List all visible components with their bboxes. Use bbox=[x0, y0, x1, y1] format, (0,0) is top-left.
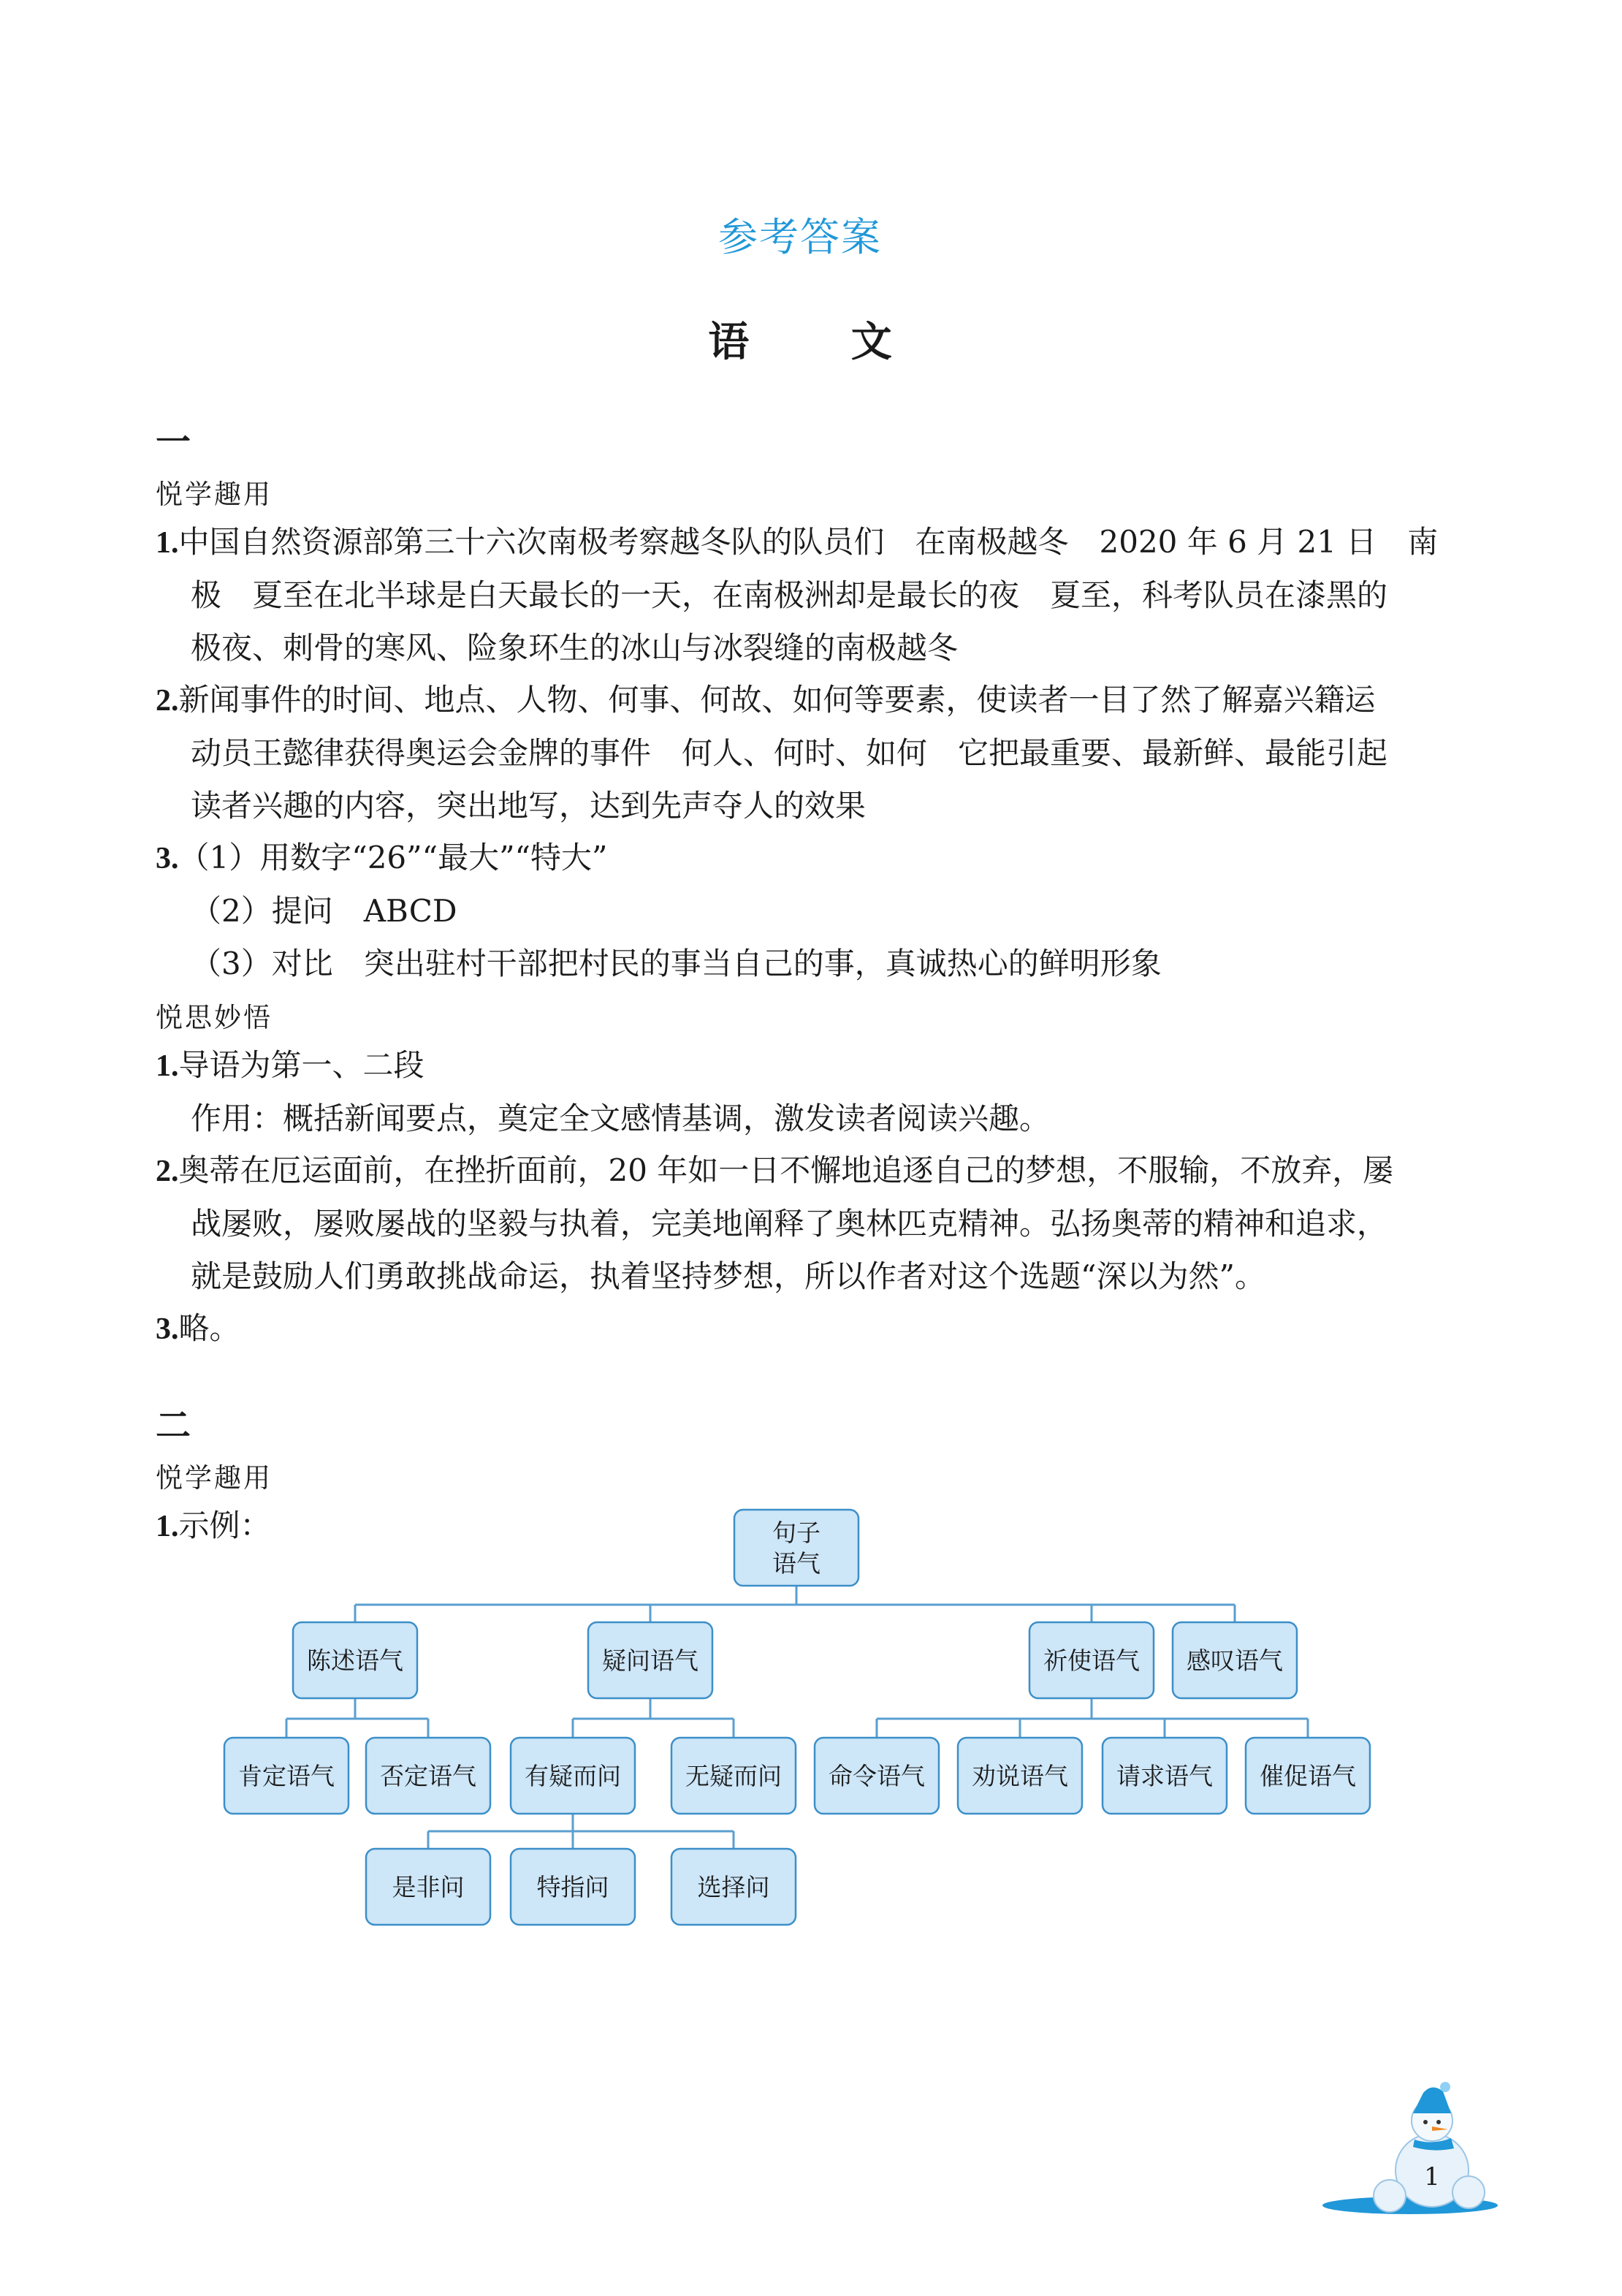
tree-node-level2 bbox=[224, 1738, 349, 1814]
page-title: 参考答案 bbox=[718, 214, 882, 260]
tree-node-level1 bbox=[1029, 1622, 1154, 1698]
tree-node-level1 bbox=[588, 1622, 712, 1698]
subsection-heading: 悦学趣用 bbox=[156, 1462, 273, 1494]
tree-node-label: 无疑而问 bbox=[685, 1762, 782, 1790]
tree-node-label: 肯定语气 bbox=[238, 1762, 335, 1790]
answer-line: 新闻事件的时间、地点、人物、何事、何故、如何等要素，使读者一目了然了解嘉兴籍运 bbox=[178, 682, 1376, 718]
tree-node-level1 bbox=[293, 1622, 417, 1698]
item-number: 3. bbox=[156, 842, 179, 875]
subsection-heading: 悦学趣用 bbox=[156, 479, 273, 510]
tree-node-label: 有疑而问 bbox=[525, 1762, 621, 1790]
item-number: 1. bbox=[156, 1510, 179, 1543]
snowman-page-icon bbox=[1315, 2075, 1520, 2221]
tree-node-level2 bbox=[815, 1738, 939, 1814]
tree-node-label: 是非问 bbox=[392, 1873, 465, 1901]
tree-node-label: 语气 bbox=[772, 1549, 820, 1578]
tree-node-label: 句子 bbox=[772, 1518, 820, 1547]
answer-line: 示例： bbox=[178, 1508, 271, 1543]
tree-node-level2 bbox=[511, 1738, 635, 1814]
tree-node-label: 感叹语气 bbox=[1187, 1646, 1283, 1675]
item-number: 3. bbox=[156, 1312, 179, 1346]
tree-root-node bbox=[734, 1510, 858, 1586]
item-number: 1. bbox=[156, 1049, 179, 1083]
answer-line: 极夜、刺骨的寒风、险象环生的冰山与冰裂缝的南极越冬 bbox=[191, 630, 959, 666]
tree-node-level2 bbox=[1103, 1738, 1227, 1814]
tree-node-label: 催促语气 bbox=[1260, 1762, 1356, 1790]
answer-line: 战屡败，屡败屡战的坚毅与执着，完美地阐释了奥林匹克精神。弘扬奥蒂的精神和追求， bbox=[191, 1206, 1388, 1242]
tree-node-label: 否定语气 bbox=[380, 1762, 476, 1790]
answer-line: 奥蒂在厄运面前，在挫折面前，20 年如一日不懈地追逐自己的梦想，不服输，不放弃，屡 bbox=[178, 1152, 1394, 1188]
item-number: 2. bbox=[156, 1155, 179, 1188]
answer-line: 极 夏至在北半球是白天最长的一天，在南极洲却是最长的夜 夏至，科考队员在漆黑的 bbox=[191, 577, 1388, 613]
tree-node-label: 劝说语气 bbox=[972, 1762, 1068, 1790]
subject-title: 语 文 bbox=[708, 318, 936, 366]
tree-node-level1 bbox=[1173, 1622, 1297, 1698]
answer-line: （1）用数字“26”“最大”“特大” bbox=[178, 840, 608, 875]
answer-line: 中国自然资源部第三十六次南极考察越冬队的队员们 在南极越冬 2020 年 6 月 21 日 南 bbox=[178, 524, 1439, 560]
answer-line: 就是鼓励人们勇敢挑战命运，执着坚持梦想，所以作者对这个选题“深以为然”。 bbox=[191, 1258, 1265, 1294]
tree-node-level3 bbox=[511, 1849, 635, 1925]
tree-node-level2 bbox=[1246, 1738, 1370, 1814]
item-number: 2. bbox=[156, 684, 179, 718]
tree-node-label: 特指问 bbox=[536, 1873, 609, 1901]
tree-node-level2 bbox=[958, 1738, 1082, 1814]
tree-node-label: 陈述语气 bbox=[307, 1646, 403, 1675]
tree-node-level3 bbox=[671, 1849, 796, 1925]
answer-line: 读者兴趣的内容，突出地写，达到先声夺人的效果 bbox=[191, 788, 867, 824]
tree-node-level3 bbox=[366, 1849, 490, 1925]
subsection-heading: 悦思妙悟 bbox=[156, 1002, 273, 1033]
answer-line: 导语为第一、二段 bbox=[178, 1047, 424, 1083]
tree-node-level2 bbox=[671, 1738, 796, 1814]
tree-node-label: 疑问语气 bbox=[602, 1646, 698, 1675]
answer-line: （3）对比 突出驻村干部把村民的事当自己的事，真诚热心的鲜明形象 bbox=[191, 946, 1162, 981]
item-number: 1. bbox=[156, 526, 179, 560]
tree-node-label: 请求语气 bbox=[1116, 1762, 1213, 1790]
answer-line: （2）提问 ABCD bbox=[191, 893, 457, 929]
answer-line: 略。 bbox=[178, 1310, 240, 1346]
page-number: 1 bbox=[1424, 2162, 1440, 2192]
answer-line: 动员王懿律获得奥运会金牌的事件 何人、何时、如何 它把最重要、最新鲜、最能引起 bbox=[191, 735, 1388, 771]
tree-node-label: 命令语气 bbox=[829, 1762, 925, 1790]
tree-node-label: 选择问 bbox=[697, 1873, 770, 1901]
section-mark-1: 一 bbox=[156, 422, 191, 463]
section-mark-2: 二 bbox=[156, 1405, 191, 1446]
tree-node-level2 bbox=[366, 1738, 490, 1814]
answer-line: 作用：概括新闻要点，奠定全文感情基调，激发读者阅读兴趣。 bbox=[191, 1101, 1051, 1136]
tree-node-label: 祈使语气 bbox=[1043, 1646, 1140, 1675]
